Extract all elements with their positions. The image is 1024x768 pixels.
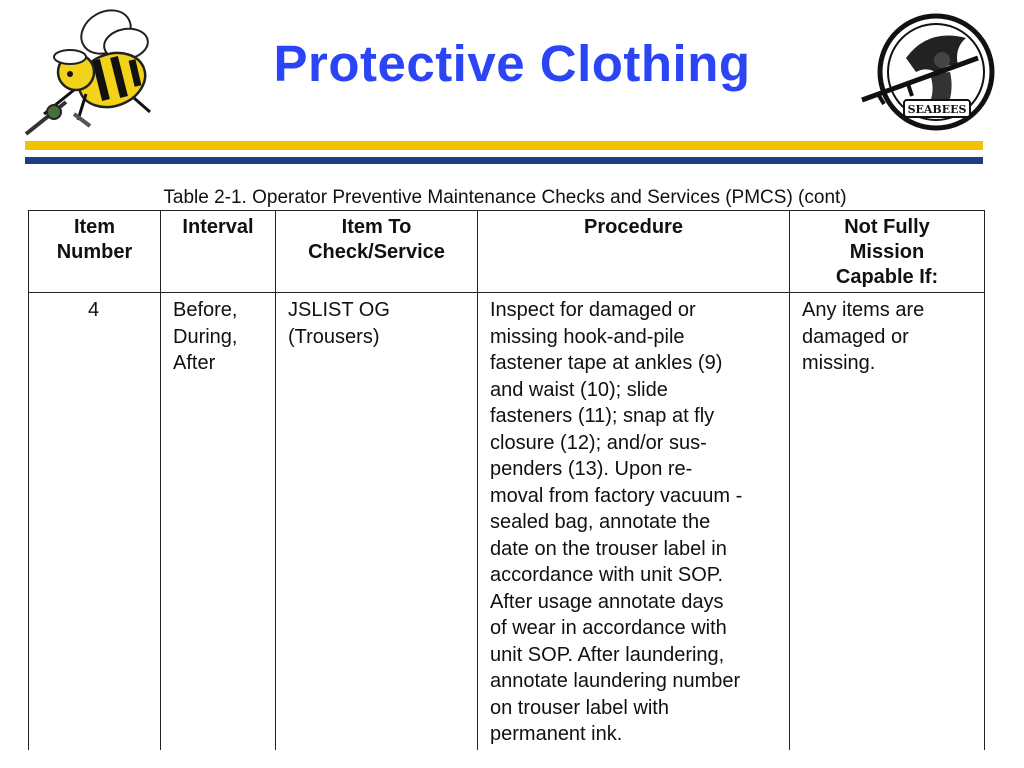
column-header-not-fully-mission-capable: Not Fully Mission Capable If: <box>790 211 985 293</box>
cell-item-to-check: JSLIST OG (Trousers) <box>276 293 478 751</box>
column-header-procedure: Procedure <box>478 211 790 293</box>
seabees-emblem-logo <box>858 8 1008 138</box>
table-row <box>29 293 985 751</box>
navy-divider <box>25 157 983 164</box>
column-header-item-number: Item Number <box>29 211 161 293</box>
column-header-interval: Interval <box>161 211 276 293</box>
table-caption: Table 2-1. Operator Preventive Maintenance Checks and Services (PMCS) (cont) <box>163 187 847 208</box>
seabees-emblem-text: SEABEES <box>907 103 967 116</box>
column-header-item-to-check: Item To Check/Service <box>276 211 478 293</box>
cell-interval: Before, During, After <box>161 293 276 751</box>
cell-item-number: 4 <box>29 293 161 751</box>
table-header-row <box>29 211 985 293</box>
pmcs-table <box>28 210 985 750</box>
gold-divider <box>25 141 983 150</box>
page-title: Protective Clothing <box>273 35 751 92</box>
cell-not-capable-if: Any items are damaged or missing. <box>790 293 985 751</box>
cell-procedure: Inspect for damaged or missing hook-and-pile fastener tape at ankles (9) and waist (10); slide fasteners (11); snap at fly closure (12); and/or sus- penders (13). Upon re- moval from factory vacuum - sealed bag, annotate the date on the trouser label in accordance with unit SOP. After usage annotate days of wear in accordance with unit SOP. After laundering, annotate laundering number on trouser label with permanent ink. <box>478 293 790 751</box>
